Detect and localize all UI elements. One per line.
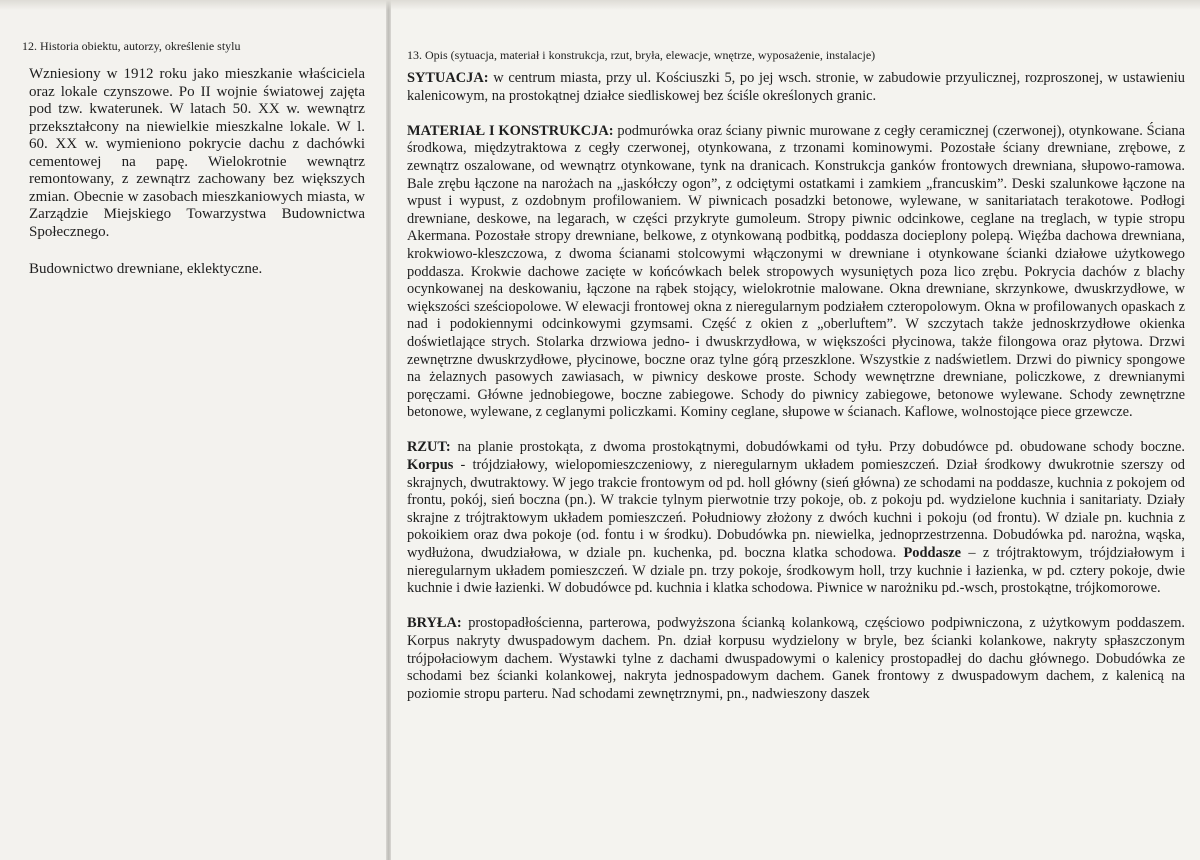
attic-label: Poddasze <box>903 545 962 562</box>
massing-text: prostopadłościenna, parterowa, podwyższona ścianką kolankową, częściowo podpiwniczona, z użytkowym poddaszem. Korpus nakryty dwuspadowym dachem. Pn. dział korpusu wydzielony w bryle, bez ścianki kolankowe, nakryty spłaszczonym trójpołaciowym dachem. Wystawki tylne z dachami dwuspadowymi o kalenicy prostopadłej do dachu głównego. Dobudówka ze schodami bez ścianki kolankowej, nakryta jednospadowym dachem. Ganek frontowy z dwuspadowym dachem, z kalenicą na poziomie stropu parteru. Nad schodami zewnętrznymi, pn., nadwieszony daszek <box>407 615 1185 702</box>
history-paragraph: Wzniesiony w 1912 roku jako mieszkanie właściciela oraz lokale czynszowe. Po II wojnie światowej zajęta pod tzw. kwaterunek. W latach 50. XX w. wewnątrz przekształcony na niewielkie mieszkalne lokale. W l. 60. XX w. wymieniono pokrycie dachu z dachówki cementowej na papę. Wielokrotnie wewnątrz remontowany, z zewnątrz zachowany bez większych zmian. Obecnie w zasobach mieszkaniowych miasta, w Zarządzie Miejskiego Towarzystwa Budownictwa Społecznego. <box>29 66 365 240</box>
material-section <box>407 123 1185 422</box>
plan-text-3: – z trójtraktowym, trójdziałowym i nieregularnym układem pomieszczeń. W dziale pn. trzy pokoje, środkowym holl, trzy kuchnie i łazienka, w pd. cztery pokoje, dwie kuchnie i dwie łazienki. W dobudówce pd. kuchnia i klatka schodowa. Piwnice w narożniku pd.-wsch, prostokątne, trójkomorowe. <box>407 545 1185 597</box>
description-text-block <box>407 70 1185 721</box>
plan-text-2: - trójdziałowy, wielopomieszczeniowy, z nieregularnym układem pomieszczeń. Dział środkowy dwukrotnie szerszy od skrajnych, dwutraktowy. W jego trakcie frontowym od pd. holl główny (sień główna) ze schodami na poddasze, kuchnia z pokojem od frontu, pokój, sień boczna (pn.). W trakcie tylnym pierwotnie trzy pokoje, ob. z pokoju pd. wydzielone kuchnia i sanitariaty. Działy skrajne z trójtraktowym układem pomieszczeń. Południowy złożony z dwóch kuchni i pokoju (od frontu). W dziale pn. kuchnia z pokoikiem oraz dwa pokoje (od. fontu i w środku). Dobudówka pn. niewielka, jednoprzestrzenna. Dobudówka pd. narożna, wąska, wydłużona, dwudziałowa, w dziale pn. kuchenka, pd. boczna klatka schodowa. <box>407 457 1185 562</box>
corpus-label: Korpus <box>407 457 454 474</box>
description-heading: 13. Opis (sytuacja, materiał i konstrukcja, rzut, bryła, elewacje, wnętrze, wyposażenie, instalacje) <box>407 48 876 62</box>
style-paragraph: Budownictwo drewniane, eklektyczne. <box>29 261 263 277</box>
plan-section <box>407 439 1185 597</box>
situation-text: w centrum miasta, przy ul. Kościuszki 5, po jej wsch. stronie, w zabudowie przyulicznej, rozproszonej, w ustawieniu kalenicowym, na prostokątnej działce siedliskowej bez ściśle określonych granic. <box>407 70 1185 104</box>
history-text-block <box>29 66 365 241</box>
situation-section <box>407 70 1185 105</box>
situation-label: SYTUACJA: <box>407 70 489 86</box>
plan-label: RZUT: <box>407 439 451 456</box>
massing-section <box>407 615 1185 703</box>
history-heading: 12. Historia obiektu, autorzy, określenie stylu <box>22 39 241 53</box>
massing-label: BRYŁA: <box>407 615 462 632</box>
top-edge-shadow <box>0 0 1200 10</box>
material-label: MATERIAŁ I KONSTRUKCJA: <box>407 122 614 139</box>
plan-text-1: na planie prostokąta, z dwoma prostokątnymi, dobudówkami od tyłu. Przy dobudówce pd. obudowane schody boczne. <box>450 439 1185 456</box>
material-text: podmurówka oraz ściany piwnic murowane z cegły ceramicznej (czerwonej), otynkowane. Ściana środkowa, międzytraktowa z cegły czerwonej, otynkowana, z trzonami kominowymi. Pozostałe ściany drewniane, zrębowe, z zewnątrz oszalowane, od wewnątrz otynkowane, tynk na dranicach. Konstrukcja ganków frontowych drewniana, słupowo-ramowa. Bale zrębu łączone na narożach na „jaskółczy ogon”, z odciętymi ostatkami i zamkiem „francuskim”. Deski szalunkowe łączone na wpust i wypust, z ozdobnym profilowaniem. W piwnicach posadzki betonowe, wylewane, w sanitariatach terakotowe. Podłogi drewniane, deskowe, na legarach, w części przykryte gumoleum. Stropy piwnic odcinkowe, ceglane na treglach, w typie stropu Akermana. Pozostałe stropy drewniane, belkowe, z otynkowaną podbitką, poddasza docieplony polepą. Więźba dachowa drewniana, krokwiowo-kleszczowa, z dwoma ścianami stolcowymi włączonymi w drewniane i otynkowane ścianki działowe użytkowego poddasza. Krokwie dachowe zacięte w końcówkach belek stropowych wysuniętych poza lico zrębu. Pokrycia dachów z blachy ocynkowanej na deskowaniu, łączone na rąbek stojący, wielokrotnie malowane. Okna drewniane, skrzynkowe, dwuskrzydłowe, w większości sześciopolowe. W elewacji frontowej okna z nieregularnym podziałem czteropolowym. Okna w profilowanych opaskach z nad i podokiennymi odcinkowymi gzymsami. Część z okien z „oberluftem”. W szczytach także jednoskrzydłowe okienka doświetlające strych. Stolarka drzwiowa jedno- i dwuskrzydłowa, w większości płycinowa, także filongowa oraz płytowa. Drzwi zewnętrzne dwuskrzydłowe, płycinowe, boczne oraz tylne górą przeszklone. Wszystkie z nadświetlem. Drzwi do piwnicy spongowe na żelaznych pasowych zawiasach, w piwnicy deskowe proste. Schody wewnętrzne drewniane, policzkowe, z drewnianymi poręczami. Główne jednobiegowe, boczne zabiegowe. Schody do piwnicy zabiegowe, betonowe wylewane. Schody zewnętrzne betonowe, wylewane, z ceglanymi policzkami. Kominy ceglane, słupowe w ścianach. Kaflowe, wolnostojące piece grzewcze. <box>407 122 1186 421</box>
